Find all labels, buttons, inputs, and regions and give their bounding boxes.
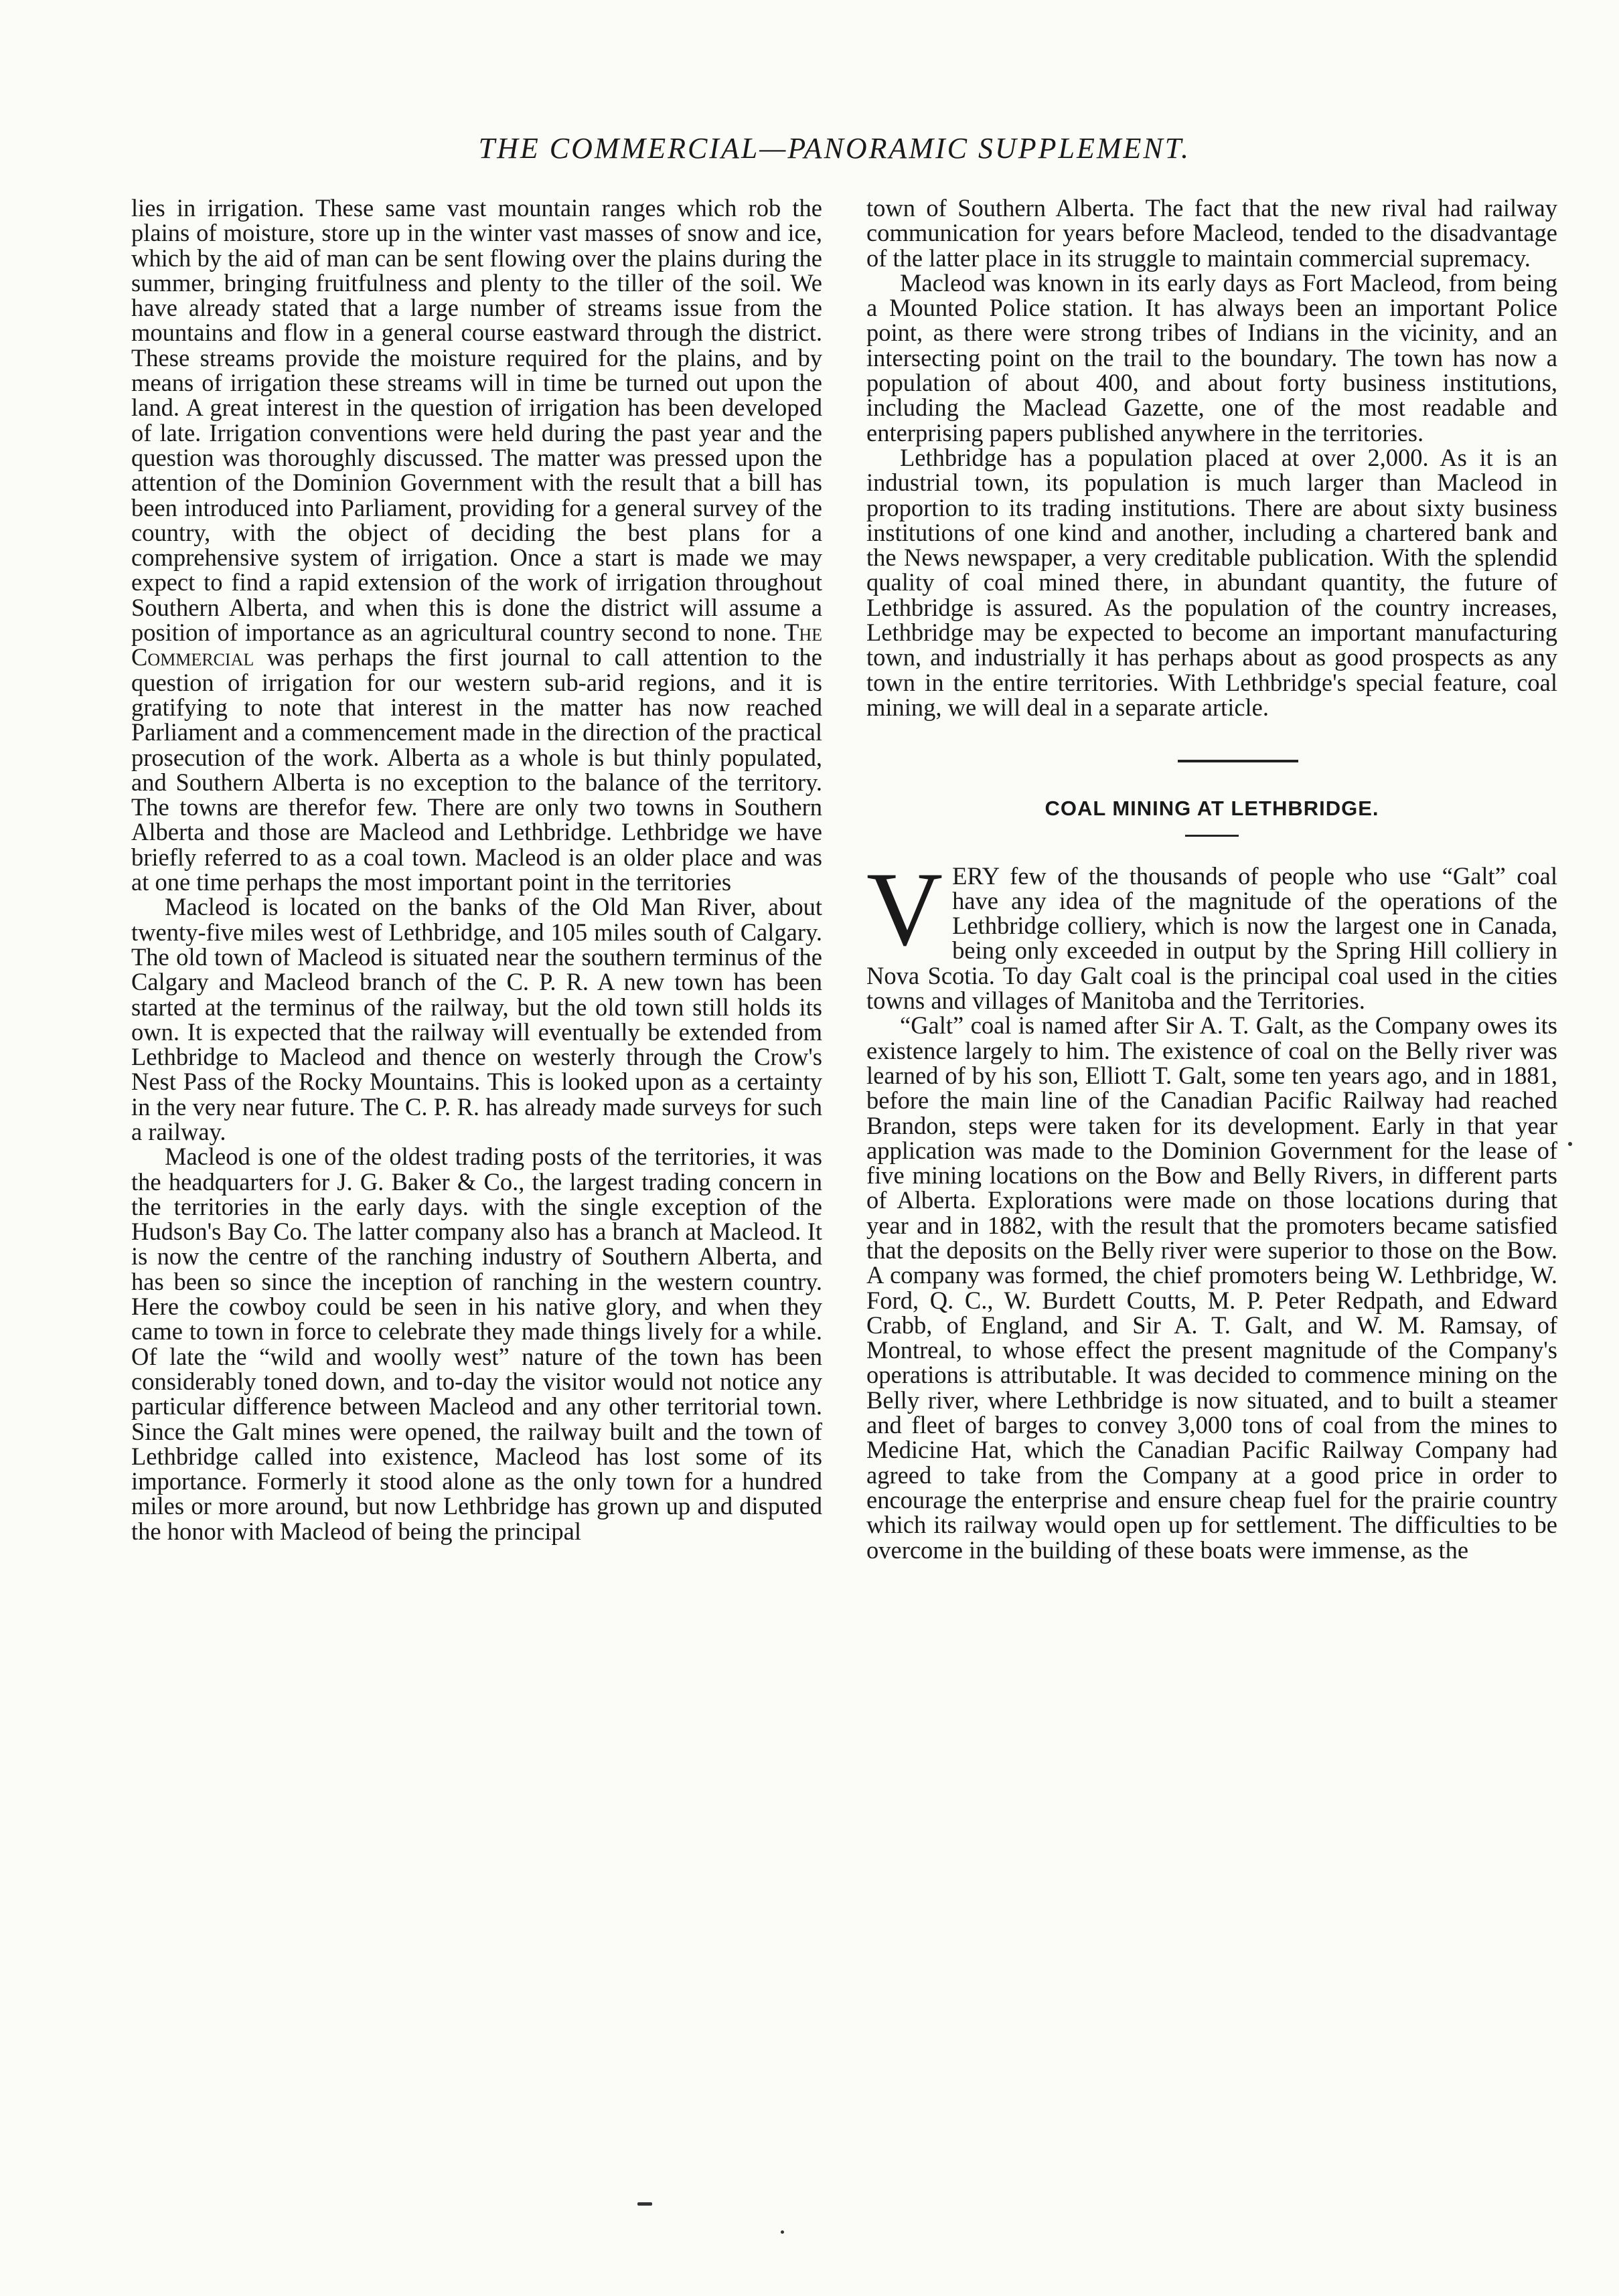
article-paragraph xyxy=(131,195,822,894)
publication-name: The Commercial xyxy=(131,619,822,671)
article-paragraph: Macleod is located on the banks of the Old Man River, about twenty-five miles west of Lethbridge, and 105 miles south of Calgary. The old town of Macleod is situated near the southern terminus of the Calgary and Macleod branch of the C. P. R. A new town has been started at the terminus of the railway, but the old town still holds its own. It is expected that the railway will eventually be extended from Lethbridge to Macleod and thence on westerly through the Crow's Nest Pass of the Rocky Mountains. This is looked upon as a certainty in the very near future. The C. P. R. has already made surveys for such a railway. xyxy=(131,893,822,1145)
section-divider xyxy=(1178,760,1298,762)
paragraph-text: lies in irrigation. These same vast mountain ranges which rob the plains of moisture, store up in the winter vast masses of snow and ice, which by the aid of man can be sent flowing over the plains during the summer, bringing fruitfulness and plenty to the tiller of the soil. We have already stated that a large number of streams issue from the mountains and flow in a general course eastward through the district. These streams provide the moisture required for the plains, and by means of irrigation these streams will in time be turned out upon the land. A great interest in the question of irrigation has been developed of late. Irrigation conventions were held during the past year and the question was thoroughly discussed. The matter was pressed upon the attention of the Dominion Government with the result that a bill has been introduced into Parliament, providing for a general survey of the country, with the object of deciding the best plans for a comprehensive system of irrigation. Once a start is made we may expect to find a rapid extension of the work of irrigation throughout Southern Alberta, and when this is done the district will assume a position of importance as an agricultural country second to none. xyxy=(131,194,822,647)
print-speck xyxy=(1568,1142,1572,1146)
paragraph-text: was perhaps the first journal to call attention to the question of irrigation for our western sub-arid regions, and it is gratifying to note that interest in the matter has now reached Parliament and a commencement made in the direction of the practical prosecution of the work. Alberta as a whole is but thinly populated, and Southern Alberta is no exception to the balance of the territory. The towns are therefor few. There are only two towns in Southern Alberta and those are Macleod and Lethbridge. Lethbridge we have briefly referred to as a coal town. Macleod is an older place and was at one time perhaps the most important point in the territories xyxy=(131,643,822,896)
section-heading: COAL MINING AT LETHBRIDGE. xyxy=(1045,797,1379,821)
article-paragraph: Macleod is one of the oldest trading posts of the territories, it was the headquarters for J. G. Baker & Co., the largest trading concern in the territories in the early days. with the single exception of the Hudson's Bay Co. The latter company also has a branch at Macleod. It is now the centre of the ranching industry of Southern Alberta, and has been so since the inception of ranching in the western country. Here the cowboy could be seen in his native glory, and when they came to town in force to celebrate they made things lively for a while. Of late the “wild and woolly west” nature of the town has been considerably toned down, and to-day the visitor would not notice any particular difference between Macleod and any other territorial town. Since the Galt mines were opened, the railway built and the town of Lethbridge called into existence, Macleod has lost some of its importance. Formerly it stood alone as the only town for a hundred miles or more around, but now Lethbridge has grown up and disputed the honor with Macleod of being the principal xyxy=(131,1143,822,1545)
article-paragraph: town of Southern Alberta. The fact that the new rival had railway communication for years before Macleod, tended to the disadvantage of the latter place in its struggle to maintain commercial supremacy. xyxy=(866,194,1557,272)
article-paragraph: Lethbridge has a population placed at over 2,000. As it is an industrial town, its population is much larger than Macleod in proportion to its trading institutions. There are about sixty business institutions of one kind and another, including a chartered bank and the News newspaper, a very creditable publication. With the splendid quality of coal mined there, in abundant quantity, the future of Lethbridge is assured. As the population of the country increases, Lethbridge may be expected to become an important manufacturing town, and industrially it has perhaps about as good prospects as any town in the entire territories. With Lethbridge's special feature, coal mining, we will deal in a separate article. xyxy=(866,443,1557,721)
print-speck xyxy=(637,2202,652,2206)
heading-underline xyxy=(1185,835,1239,837)
article-paragraph xyxy=(866,850,1557,1015)
drop-cap: V xyxy=(866,850,943,968)
right-column xyxy=(866,195,1557,1562)
print-speck xyxy=(781,2230,784,2234)
article-paragraph: Macleod was known in its early days as Fort Macleod, from being a Mounted Police station. It has always been an important Police point, as there were strong tribes of Indians in the vicinity, and an intersecting point on the trail to the boundary. The town has now a population of about 400, and about forty business institutions, including the Maclead Gazette, one of the most readable and enterprising papers published anywhere in the territories. xyxy=(866,268,1557,446)
article-paragraph: “Galt” coal is named after Sir A. T. Galt, as the Company owes its existence largely to him. The existence of coal on the Belly river was learned of by his son, Elliott T. Galt, some ten years ago, and in 1881, before the main line of the Canadian Pacific Railway had reached Brandon, steps were taken for its development. Early in that year application was made to the Dominion Government for the lease of five mining locations on the Bow and Belly Rivers, in different parts of Alberta. Explorations were made on those locations during that year and in 1882, with the result that the promoters became satisfied that the deposits on the Belly river were superior to those on the Bow. A company was formed, the chief promoters being W. Lethbridge, W. Ford, Q. C., W. Burdett Coutts, M. P. Peter Redpath, and Edward Crabb, of England, and Sir A. T. Galt, and W. M. Ramsay, of Montreal, to whose effect the present magnitude of the Company's operations is attributable. It was decided to commence mining on the Belly river, where Lethbridge is now situated, and to built a steamer and fleet of barges to convey 3,000 tons of coal from the mines to Medicine Hat, which the Canadian Pacific Railway Company had agreed to take from the Company at a good price in order to encourage the enterprise and ensure cheap fuel for the prairie country which its railway would open up for settlement. The difficulties to be overcome in the building of these boats were immense, as the xyxy=(866,1011,1557,1564)
left-column xyxy=(131,195,822,1544)
running-head: THE COMMERCIAL—PANORAMIC SUPPLEMENT. xyxy=(478,132,1190,165)
paragraph-text: ERY few of the thousands of people who use “Galt” coal have any idea of the magnitude of the operations of the Lethbridge colliery, which is now the largest one in Canada, being only exceeded in output by the Spring Hill colliery in Nova Scotia. To day Galt coal is the principal coal used in the cities towns and villages of Manitoba and the Territories. xyxy=(866,862,1557,1015)
